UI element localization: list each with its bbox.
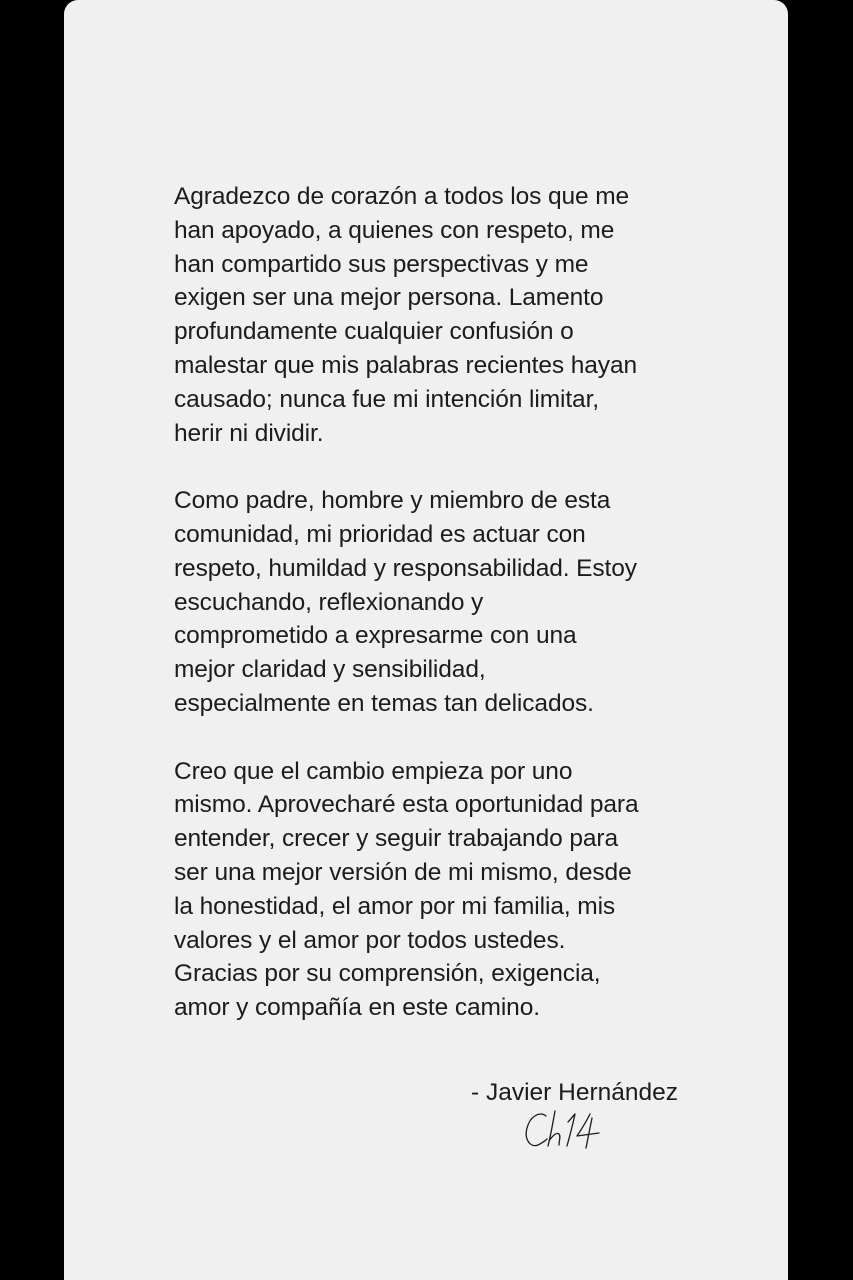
text-line: escuchando, reflexionando y [174,588,484,616]
statement-card [64,0,788,1280]
text-line: malestar que mis palabras recientes hayan [174,351,638,379]
text-line: ser una mejor versión de mi mismo, desde [174,858,632,886]
paragraph-2 [174,484,704,721]
text-line: la honestidad, el amor por mi familia, mis [174,892,616,920]
text-line: han compartido sus perspectivas y me [174,250,589,278]
text-line: Como padre, hombre y miembro de esta [174,487,611,515]
text-line: amor y compañía en este camino. [174,994,540,1022]
text-line: respeto, humildad y responsabilidad. Estoy [174,554,637,582]
text-line: herir ni dividir. [174,419,324,447]
paragraph-3 [174,755,704,1025]
text-line: comprometido a expresarme con una [174,622,577,650]
text-line: exigen ser una mejor persona. Lamento [174,284,604,312]
text-line: mejor claridad y sensibilidad, [174,656,486,684]
text-line: mismo. Aprovecharé esta oportunidad para [174,791,639,819]
text-line: Gracias por su comprensión, exigencia, [174,960,601,988]
text-line: comunidad, mi prioridad es actuar con [174,520,586,548]
text-line: Creo que el cambio empieza por uno [174,757,573,785]
text-line: entender, crecer y seguir trabajando para [174,825,618,853]
author-name: - Javier Hernández [471,1079,678,1106]
text-line: profundamente cualquier confusión o [174,318,574,346]
text-line: causado; nunca fue mi intención limitar, [174,385,599,413]
text-line: han apoyado, a quienes con respeto, me [174,216,615,244]
signature-image [524,1108,610,1154]
statement-body [174,180,704,1059]
paragraph-1 [174,180,704,450]
text-line: especialmente en temas tan delicados. [174,689,594,717]
text-line: valores y el amor por todos ustedes. [174,926,566,954]
text-line: Agradezco de corazón a todos los que me [174,183,630,210]
